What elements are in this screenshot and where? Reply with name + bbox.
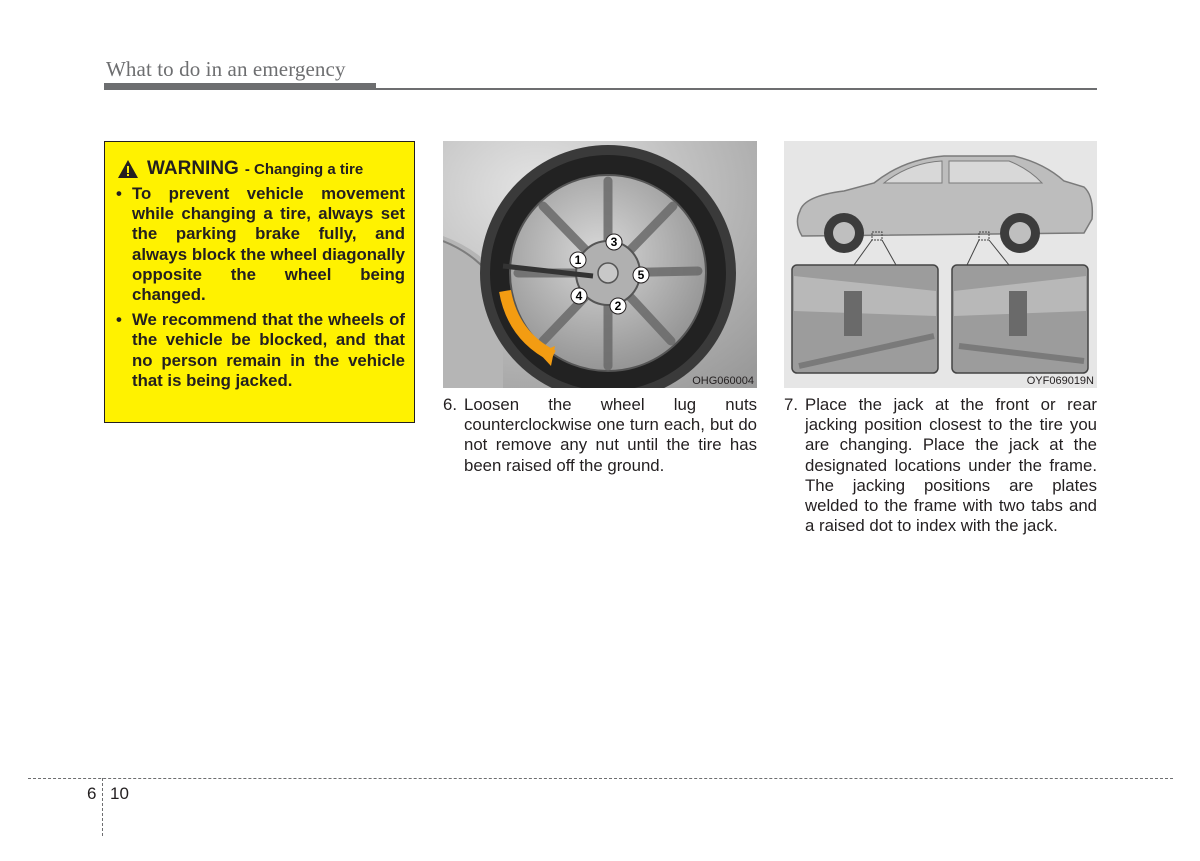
figure-code: OHG060004 [692, 375, 754, 387]
figure-code: OYF069019N [1026, 375, 1094, 387]
warning-triangle-icon [117, 159, 139, 179]
lug-label: 3 [610, 235, 618, 249]
warning-item: • To prevent vehicle movement while changing a tire, always set the parking brake fully, and always block the wheel diagonally opposite the wheel being changed. [115, 184, 405, 305]
step-7 [784, 395, 1097, 536]
header-rule [104, 88, 1097, 90]
footer-divider [102, 778, 103, 836]
warning-heading [117, 156, 405, 182]
warning-list [115, 184, 405, 391]
warning-box [104, 141, 415, 423]
step-text: Loosen the wheel lug nuts counterclockwise one turn each, but do not remove any nut until the tire has been raised off the ground. [464, 395, 757, 475]
warning-item: • We recommend that the wheels of the vehicle be blocked, and that no person remain in the vehicle that is being jacked. [115, 310, 405, 391]
lug-label: 4 [575, 289, 583, 303]
jacking-position-illustration [784, 141, 1097, 388]
chapter-number: 6 [87, 784, 97, 803]
lug-label: 2 [614, 299, 622, 313]
step-number: 6. [443, 395, 457, 414]
step-6 [443, 395, 757, 476]
lug-label: 5 [637, 268, 645, 282]
lug-label: 1 [574, 253, 582, 267]
page-section-title: What to do in an emergency [106, 57, 346, 81]
footer-rule [28, 778, 1173, 779]
step-text: Place the jack at the front or rear jacking position closest to the tire you are changing. Place the jack at the designated locations under the frame. The jacking positions are plates welded to the frame with two tabs and a raised dot to index with the jack. [805, 395, 1097, 536]
wheel-illustration [443, 141, 757, 388]
warning-subtitle: - Changing a tire [244, 160, 364, 178]
page-number: 10 [110, 784, 129, 803]
warning-label: WARNING [147, 158, 239, 179]
step-number: 7. [784, 395, 798, 414]
